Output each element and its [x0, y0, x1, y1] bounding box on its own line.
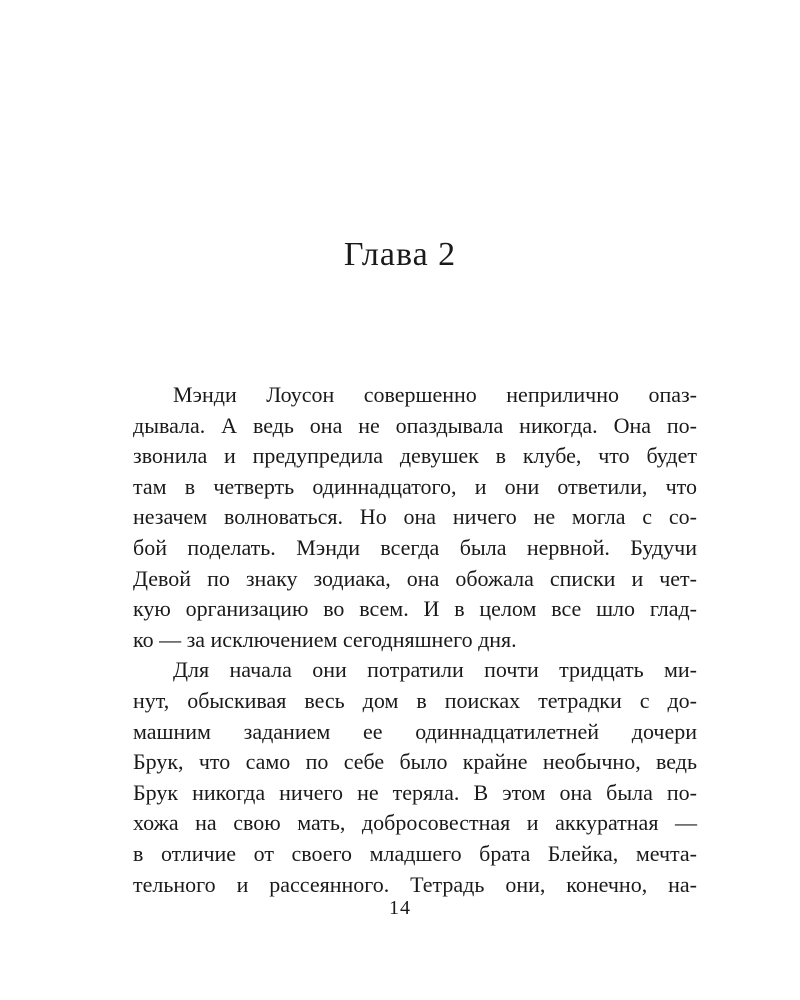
text-line: бой поделать. Мэнди всегда была нервной. Будучи	[133, 534, 697, 560]
text-line: ко — за исключением сегодняшнего дня.	[133, 626, 517, 652]
text-line: Мэнди Лоусон совершенно неприлично опаз-	[173, 382, 697, 407]
text-line: Девой по знаку зодиака, она обожала списки и чет-	[133, 565, 697, 591]
text-line: Брук, что само по себе было крайне необычно, ведь	[133, 749, 697, 775]
paragraph	[133, 380, 697, 655]
text-line: в отличие от своего младшего брата Блейка, мечта-	[133, 840, 697, 866]
text-line: дывала. А ведь она не опаздывала никогда. Она по-	[133, 412, 697, 438]
text-line: Для начала они потратили почти тридцать ми-	[173, 657, 697, 683]
text-line: там в четверть одиннадцатого, и они ответили, что	[133, 473, 697, 499]
text-line: хожа на свою мать, добросовестная и аккуратная —	[133, 810, 697, 836]
text-line: машним заданием ее одиннадцатилетней дочери	[133, 718, 697, 744]
text-line: незачем волноваться. Но она ничего не могла с со-	[133, 504, 697, 530]
chapter-title: Глава 2	[343, 236, 457, 273]
text-line: Брук никогда ничего не теряла. В этом она была по-	[133, 779, 697, 805]
body-text	[133, 380, 697, 900]
text-line: нут, обыскивая весь дом в поисках тетрадки с до-	[133, 687, 697, 713]
page-number: 14	[389, 897, 411, 919]
text-line: кую организацию во всем. И в целом все шло глад-	[133, 596, 697, 622]
text-line: тельного и рассеянного. Тетрадь они, конечно, на-	[133, 871, 697, 897]
paragraph	[133, 655, 697, 900]
text-line: звонила и предупредила девушек в клубе, что будет	[133, 443, 697, 469]
